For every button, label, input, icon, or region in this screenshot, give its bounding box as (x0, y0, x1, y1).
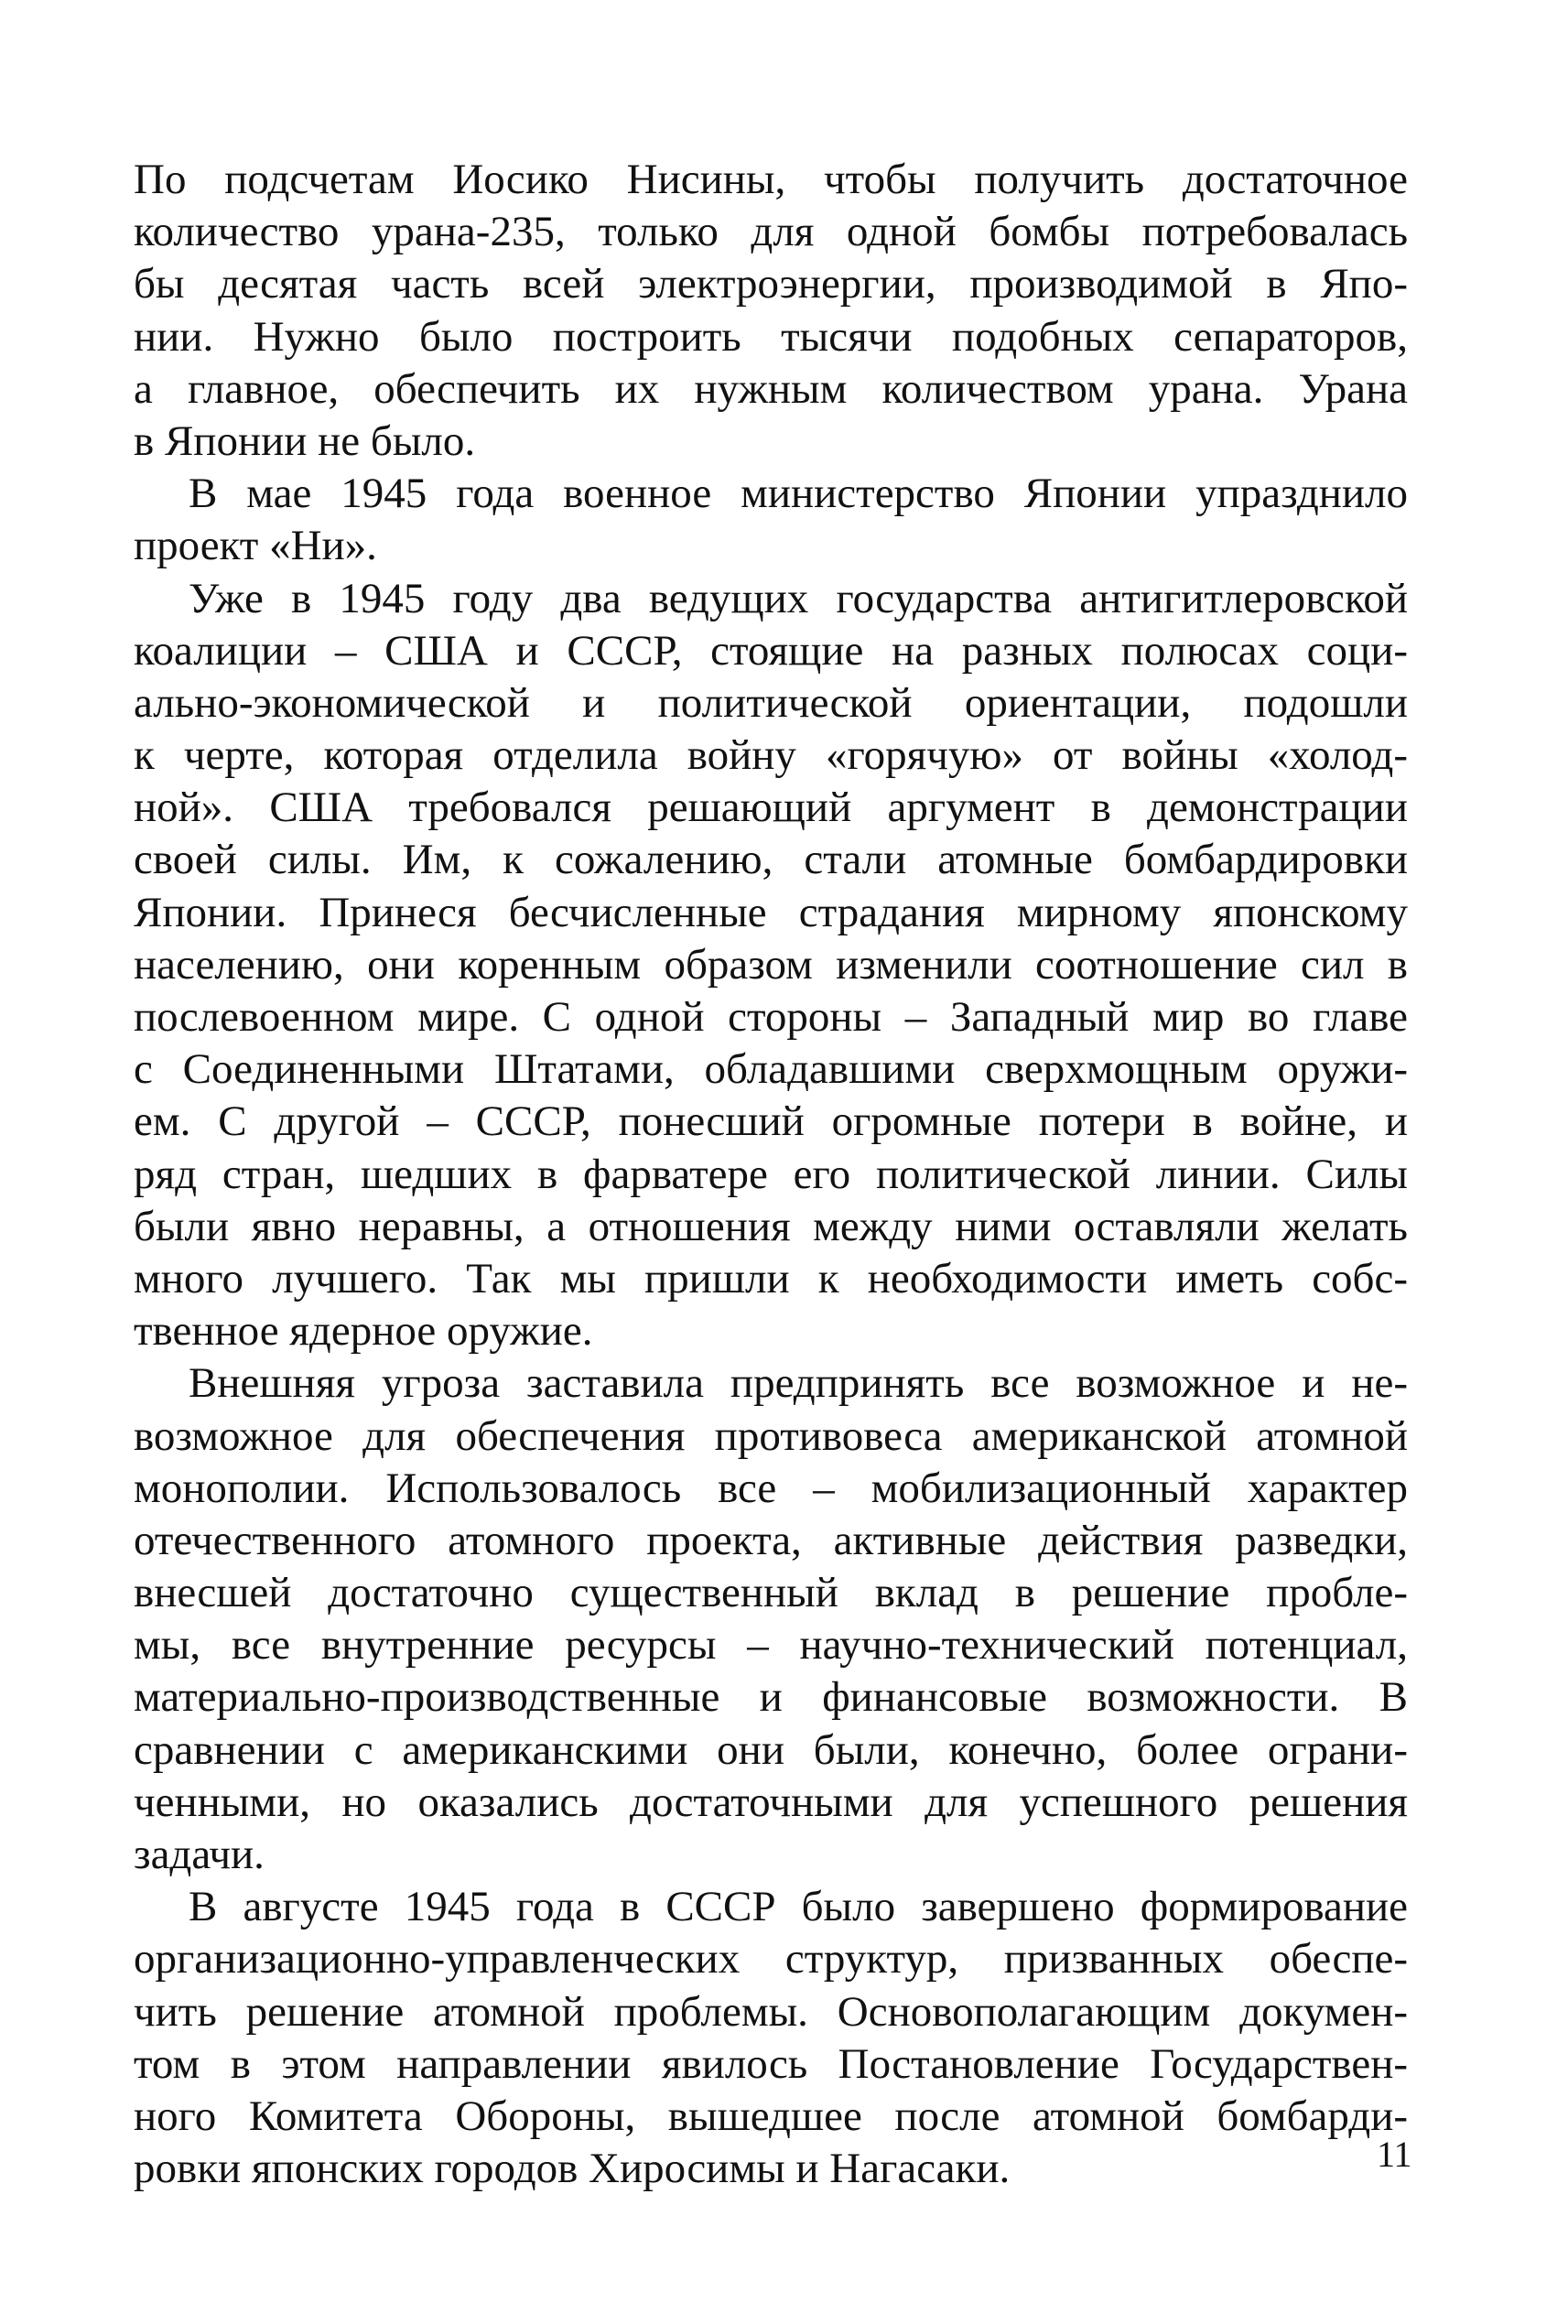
text-line: послевоенном мире. С одной стороны – Западный мир во главе (134, 993, 1408, 1041)
text-line: ально-экономической и политической ориентации, подошли (134, 678, 1408, 727)
paragraph-3 (134, 573, 1408, 1358)
text-line: с Соединенными Штатами, обладавшими сверхмощным оружи- (134, 1045, 1408, 1094)
text-line: ной». США требовался решающий аргумент в демонстрации (134, 784, 1408, 832)
text-line: отечественного атомного проекта, активные действия разведки, (134, 1516, 1408, 1564)
text-line: возможное для обеспечения противовеса американской атомной (134, 1411, 1408, 1460)
text-line: ровки японских городов Хиросимы и Нагасаки. (134, 2145, 1011, 2193)
text-line: том в этом направлении явилось Постановление Государствен- (134, 2039, 1408, 2088)
paragraph-1 (134, 154, 1408, 468)
text-line: ного Комитета Обороны, вышедшее после атомной бомбарди- (134, 2092, 1408, 2140)
text-line: к черте, которая отделила войну «горячую» от войны «холод- (134, 731, 1408, 780)
text-line: чить решение атомной проблемы. Основополагающим докумен- (134, 1987, 1408, 2036)
text-line: сравнении с американскими они были, конечно, более ограни- (134, 1725, 1408, 1774)
text-line: были явно неравны, а отношения между ними оставляли желать (134, 1202, 1408, 1250)
text-line: монополии. Использовалось все – мобилизационный характер (134, 1464, 1408, 1512)
text-line: В мае 1945 года военное министерство Японии упразднило (189, 470, 1408, 518)
text-line: организационно-управленческих структур, призванных обеспе- (134, 1935, 1408, 1984)
text-line: Внешняя угроза заставила предпринять все возможное и не- (189, 1359, 1408, 1408)
text-line: внесшей достаточно существенный вклад в решение пробле- (134, 1569, 1408, 1617)
paragraph-5 (134, 1881, 1408, 2195)
text-line: мы, все внутренние ресурсы – научно-технический потенциал, (134, 1621, 1408, 1670)
text-line: населению, они коренным образом изменили соотношение сил в (134, 940, 1408, 989)
page-number: 11 (1377, 2134, 1412, 2175)
text-line: задачи. (134, 1831, 265, 1878)
text-line: своей силы. Им, к сожалению, стали атомные бомбардировки (134, 836, 1408, 884)
text-line: Уже в 1945 году два ведущих государства антигитлеровской (189, 574, 1408, 622)
paragraph-2 (134, 468, 1408, 572)
paragraph-4 (134, 1357, 1408, 1881)
text-line: коалиции – США и СССР, стоящие на разных полюсах соци- (134, 626, 1408, 675)
text-line: а главное, обеспечить их нужным количеством урана. Урана (134, 364, 1408, 413)
text-line: бы десятая часть всей электроэнергии, производимой в Япо- (134, 260, 1408, 308)
text-line: в Японии не было. (134, 416, 476, 465)
text-line: проект «Ни». (134, 522, 377, 570)
text-line: Японии. Принеся бесчисленные страдания мирному японскому (134, 888, 1408, 936)
text-line: материально-производственные и финансовые возможности. В (134, 1673, 1408, 1722)
text-line: нии. Нужно было построить тысячи подобных сепараторов, (134, 312, 1408, 361)
text-line: В августе 1945 года в СССР было завершено формирование (189, 1883, 1408, 1931)
text-line: ряд стран, шедших в фарватере его политической линии. Силы (134, 1150, 1408, 1198)
text-line: По подсчетам Иосико Нисины, чтобы получить достаточное (134, 156, 1408, 203)
text-line: твенное ядерное оружие. (134, 1307, 593, 1356)
text-line: ченными, но оказались достаточными для успешного решения (134, 1778, 1408, 1826)
text-line: ем. С другой – СССР, понесший огромные потери в войне, и (134, 1097, 1408, 1146)
text-line: количество урана-235, только для одной бомбы потребовалась (134, 208, 1408, 256)
page-body (134, 154, 1408, 2195)
text-line: много лучшего. Так мы пришли к необходимости иметь собс- (134, 1254, 1408, 1303)
